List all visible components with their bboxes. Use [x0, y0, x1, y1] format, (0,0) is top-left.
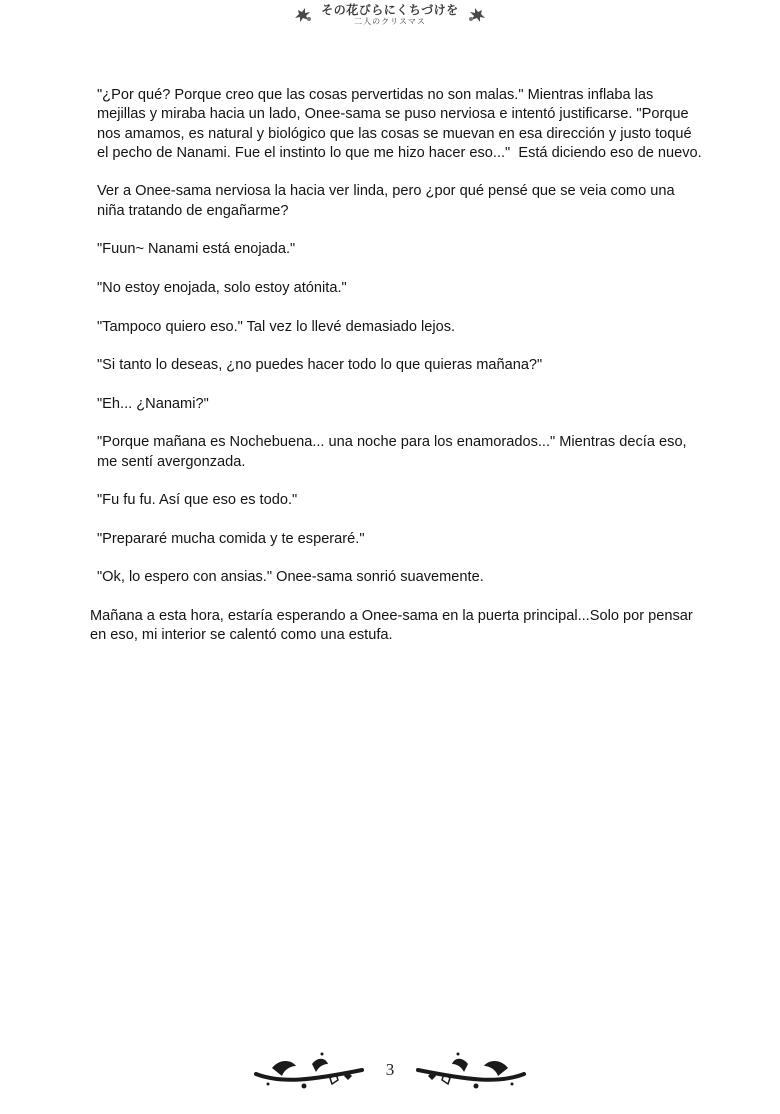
- header-title-block: [321, 4, 458, 26]
- paragraph: "No estoy enojada, solo estoy atónita.": [97, 279, 347, 296]
- paragraph: Ver a Onee-sama nerviosa la hacia ver linda, pero ¿por qué pensé que se veia como una niña tratando de engañarme?: [97, 183, 679, 219]
- header-title: その花びらにくちづけを: [321, 3, 459, 17]
- paragraph: Mañana a esta hora, estaría esperando a Onee-sama en la puerta principal...Solo por pensar en eso, mi interior se calentó como una estufa.: [90, 608, 697, 644]
- header-subtitle: 二人のクリスマス: [354, 17, 426, 26]
- story-text: [90, 86, 705, 665]
- paragraph: "Si tanto lo deseas, ¿no puedes hacer todo lo que quieras mañana?": [97, 357, 543, 374]
- paragraph: "Prepararé mucha comida y te esperaré.": [97, 530, 365, 547]
- holly-left-icon: [293, 6, 315, 24]
- ribbon-ornament-left-icon: [252, 1050, 370, 1090]
- ribbon-ornament-right-icon: [410, 1050, 528, 1090]
- paragraph: "Porque mañana es Nochebuena... una noche para los enamorados..." Mientras decía eso, me sentí avergonzada.: [97, 434, 691, 470]
- paragraph: "Eh... ¿Nanami?": [97, 395, 209, 412]
- page-header: [0, 4, 780, 26]
- paragraph: "Tampoco quiero eso." Tal vez lo llevé demasiado lejos.: [97, 318, 456, 335]
- paragraph: "Ok, lo espero con ansias." Onee-sama sonrió suavemente.: [97, 569, 484, 586]
- paragraph: "¿Por qué? Porque creo que las cosas pervertidas no son malas." Mientras inflaba las mejillas y miraba hacia un lado, Onee-sama se puso nerviosa e intentó justificarse. "Porque nos amamos, es natural y biológico que las cosas se muevan en esa dirección y justo toqué el pecho de Nanami. Fue el instinto lo que me hizo hacer eso..." Está diciendo eso de nuevo.: [97, 87, 702, 161]
- page-number: 3: [385, 1060, 395, 1079]
- paragraph: "Fu fu fu. Así que eso es todo.": [97, 492, 298, 509]
- paragraph: "Fuun~ Nanami está enojada.": [97, 241, 296, 258]
- holly-right-icon: [465, 6, 487, 24]
- page-footer: [0, 1050, 780, 1090]
